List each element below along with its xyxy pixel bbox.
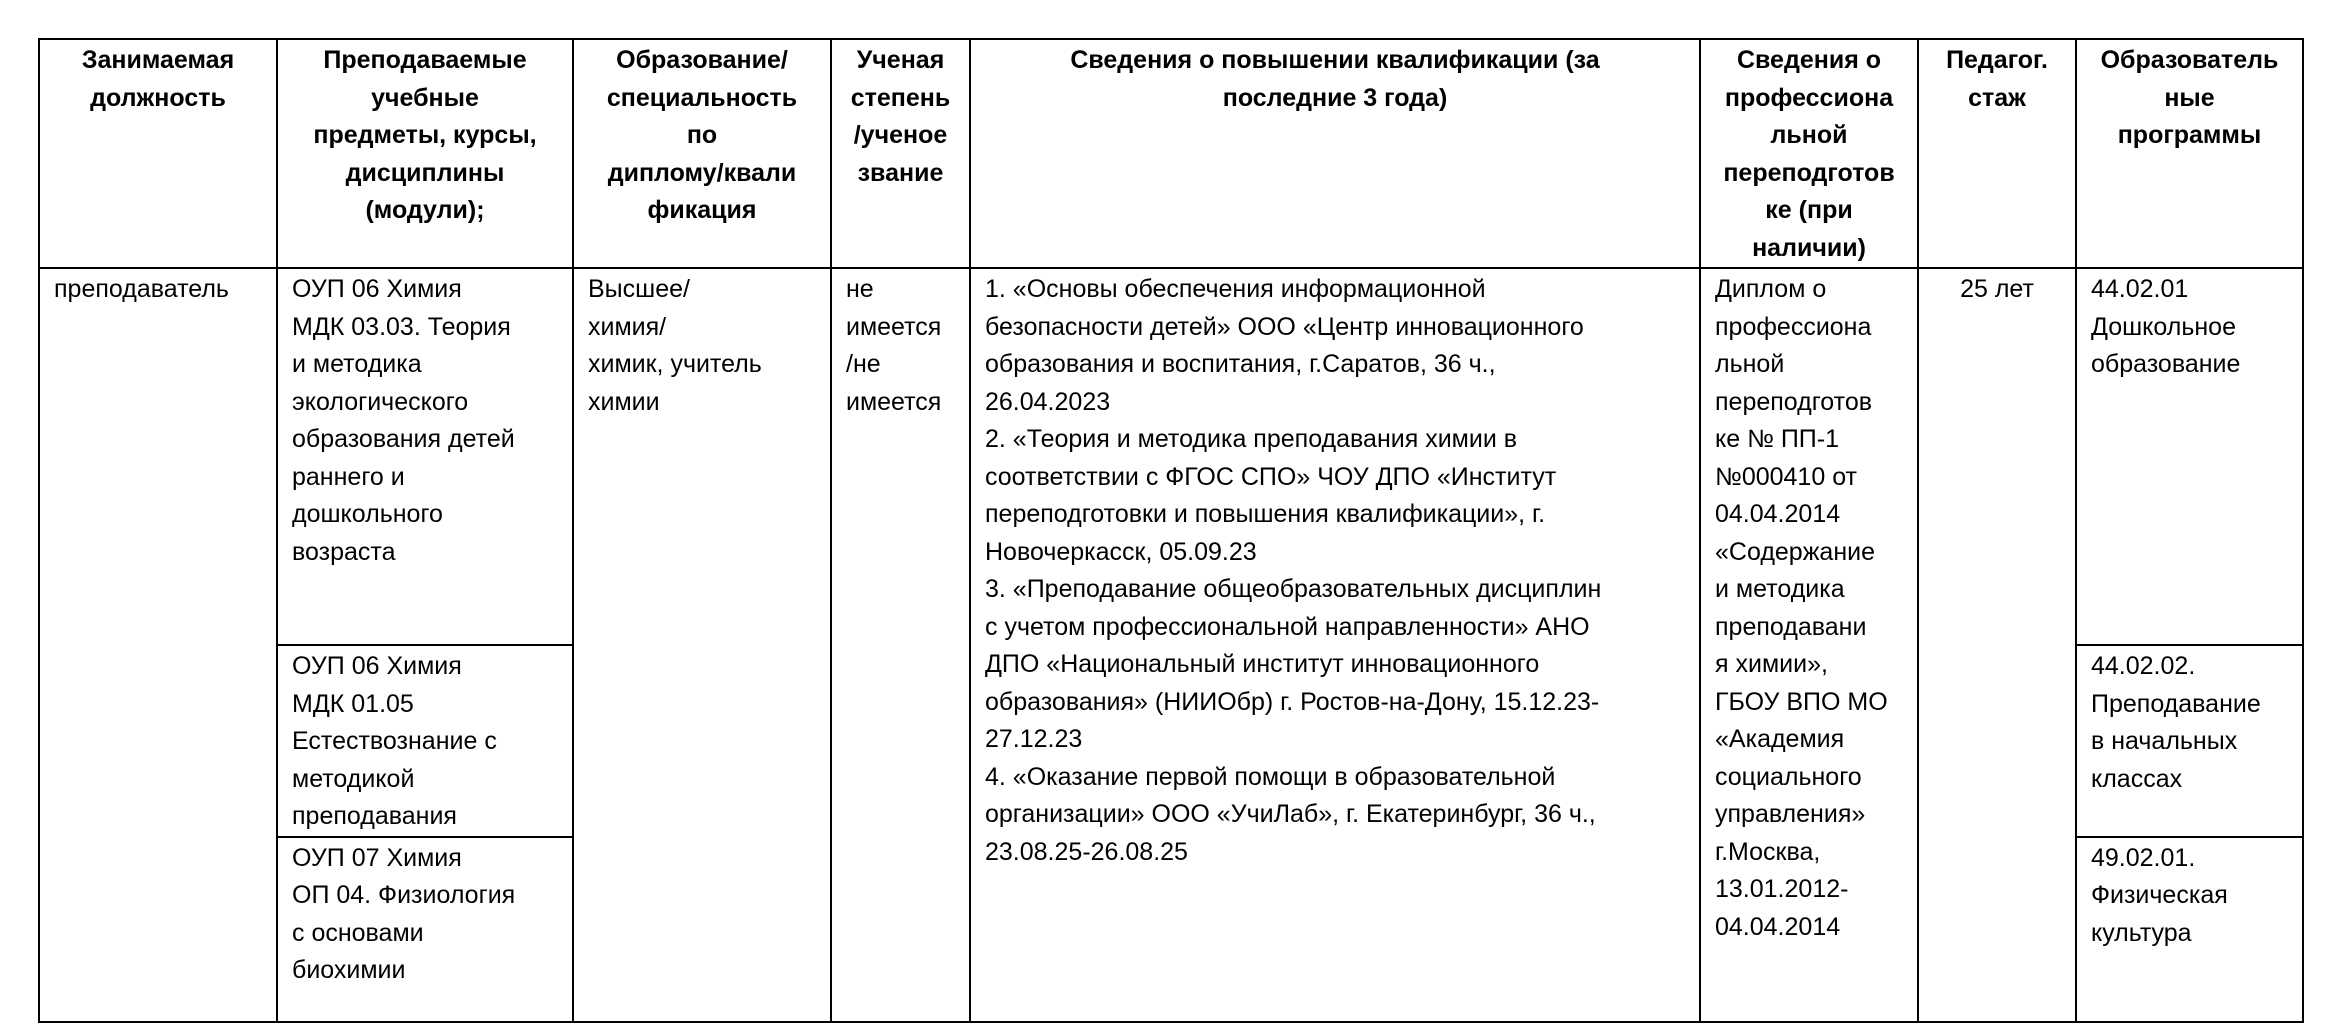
header-programs-text: Образователь ные программы [2100,46,2279,149]
subjects-cell [277,268,573,645]
header-qualification [970,39,1700,268]
header-position-text: Занимаемая должность [81,46,235,112]
header-qualification-text: Сведения о повышении квалификации (за последние 3 года) [1070,46,1600,112]
subjects-cell [277,645,573,837]
program-text: 44.02.02. Преподавание в начальных классах [2091,652,2261,793]
position-text: преподаватель [54,275,229,303]
program-text: 44.02.01 Дошкольное образование [2091,275,2241,378]
header-subjects [277,39,573,268]
degree-text: не имеется /не имеется [846,275,942,416]
education-text: Высшее/ химия/ химик, учитель химии [588,275,762,416]
header-degree [831,39,970,268]
header-education-text: Образование/ специальность по диплому/квали фикация [606,46,798,224]
position-cell [39,268,277,1022]
header-degree-text: Ученая степень /ученое звание [850,46,951,187]
program-cell [2076,645,2303,837]
header-retraining [1700,39,1918,268]
header-experience-text: Педагог. стаж [1946,46,2048,112]
degree-cell [831,268,970,1022]
subjects-text: ОУП 06 Химия МДК 01.05 Естествознание с методикой преподавания [292,652,497,830]
header-experience [1918,39,2076,268]
subjects-text: ОУП 07 Химия ОП 04. Физиология с основами биохимии [292,843,516,984]
header-education [573,39,831,268]
table-row [39,268,2303,645]
header-retraining-text: Сведения о профессиона льной переподготов ке (при наличии) [1723,46,1895,262]
program-text: 49.02.01. Физическая культура [2091,843,2228,947]
subjects-cell [277,837,573,1022]
program-cell [2076,837,2303,1022]
qualification-text: 1. «Основы обеспечения информационной безопасности детей» ООО «Центр инновационного образования и воспитания, г.Саратов, 36 ч., 26.04.2023 2. «Теория и методика преподавания химии в соответствии с ФГОС СПО» ЧОУ ДПО «Институт переподготовки и повышения квалификации», г. Новочеркасск, 05.09.23 3. «Преподавание общеобразовательных дисциплин с учетом профессиональной направленности» АНО ДПО «Национальный институт инновационного образования» (НИИОбр) г. Ростов-на-Дону, 15.12.23- 27.12.23 4. «Оказание первой помощи в образовательной организации» ООО «УчиЛаб», г. Екатеринбург, 36 ч., 23.08.25-26.08.25 [985,275,1602,866]
experience-cell [1918,268,2076,1022]
header-programs [2076,39,2303,268]
education-cell [573,268,831,1022]
retraining-text: Диплом о профессиона льной переподготов ке № ПП-1 №000410 от 04.04.2014 «Содержание и методика преподавани я химии», ГБОУ ВПО МО «Академия социального управления» г.Москва, 13.01.2012- 04.04.2014 [1715,275,1888,941]
program-cell [2076,268,2303,645]
qualification-cell [970,268,1700,1022]
staff-info-table [38,38,2304,1023]
experience-text: 25 лет [1960,275,2034,303]
header-position [39,39,277,268]
retraining-cell [1700,268,1918,1022]
header-subjects-text: Преподаваемые учебные предметы, курсы, дисциплины (модули); [313,46,537,224]
header-row [39,39,2303,268]
subjects-text: ОУП 06 Химия МДК 03.03. Теория и методика экологического образования детей раннего и дошкольного возраста [292,275,515,566]
